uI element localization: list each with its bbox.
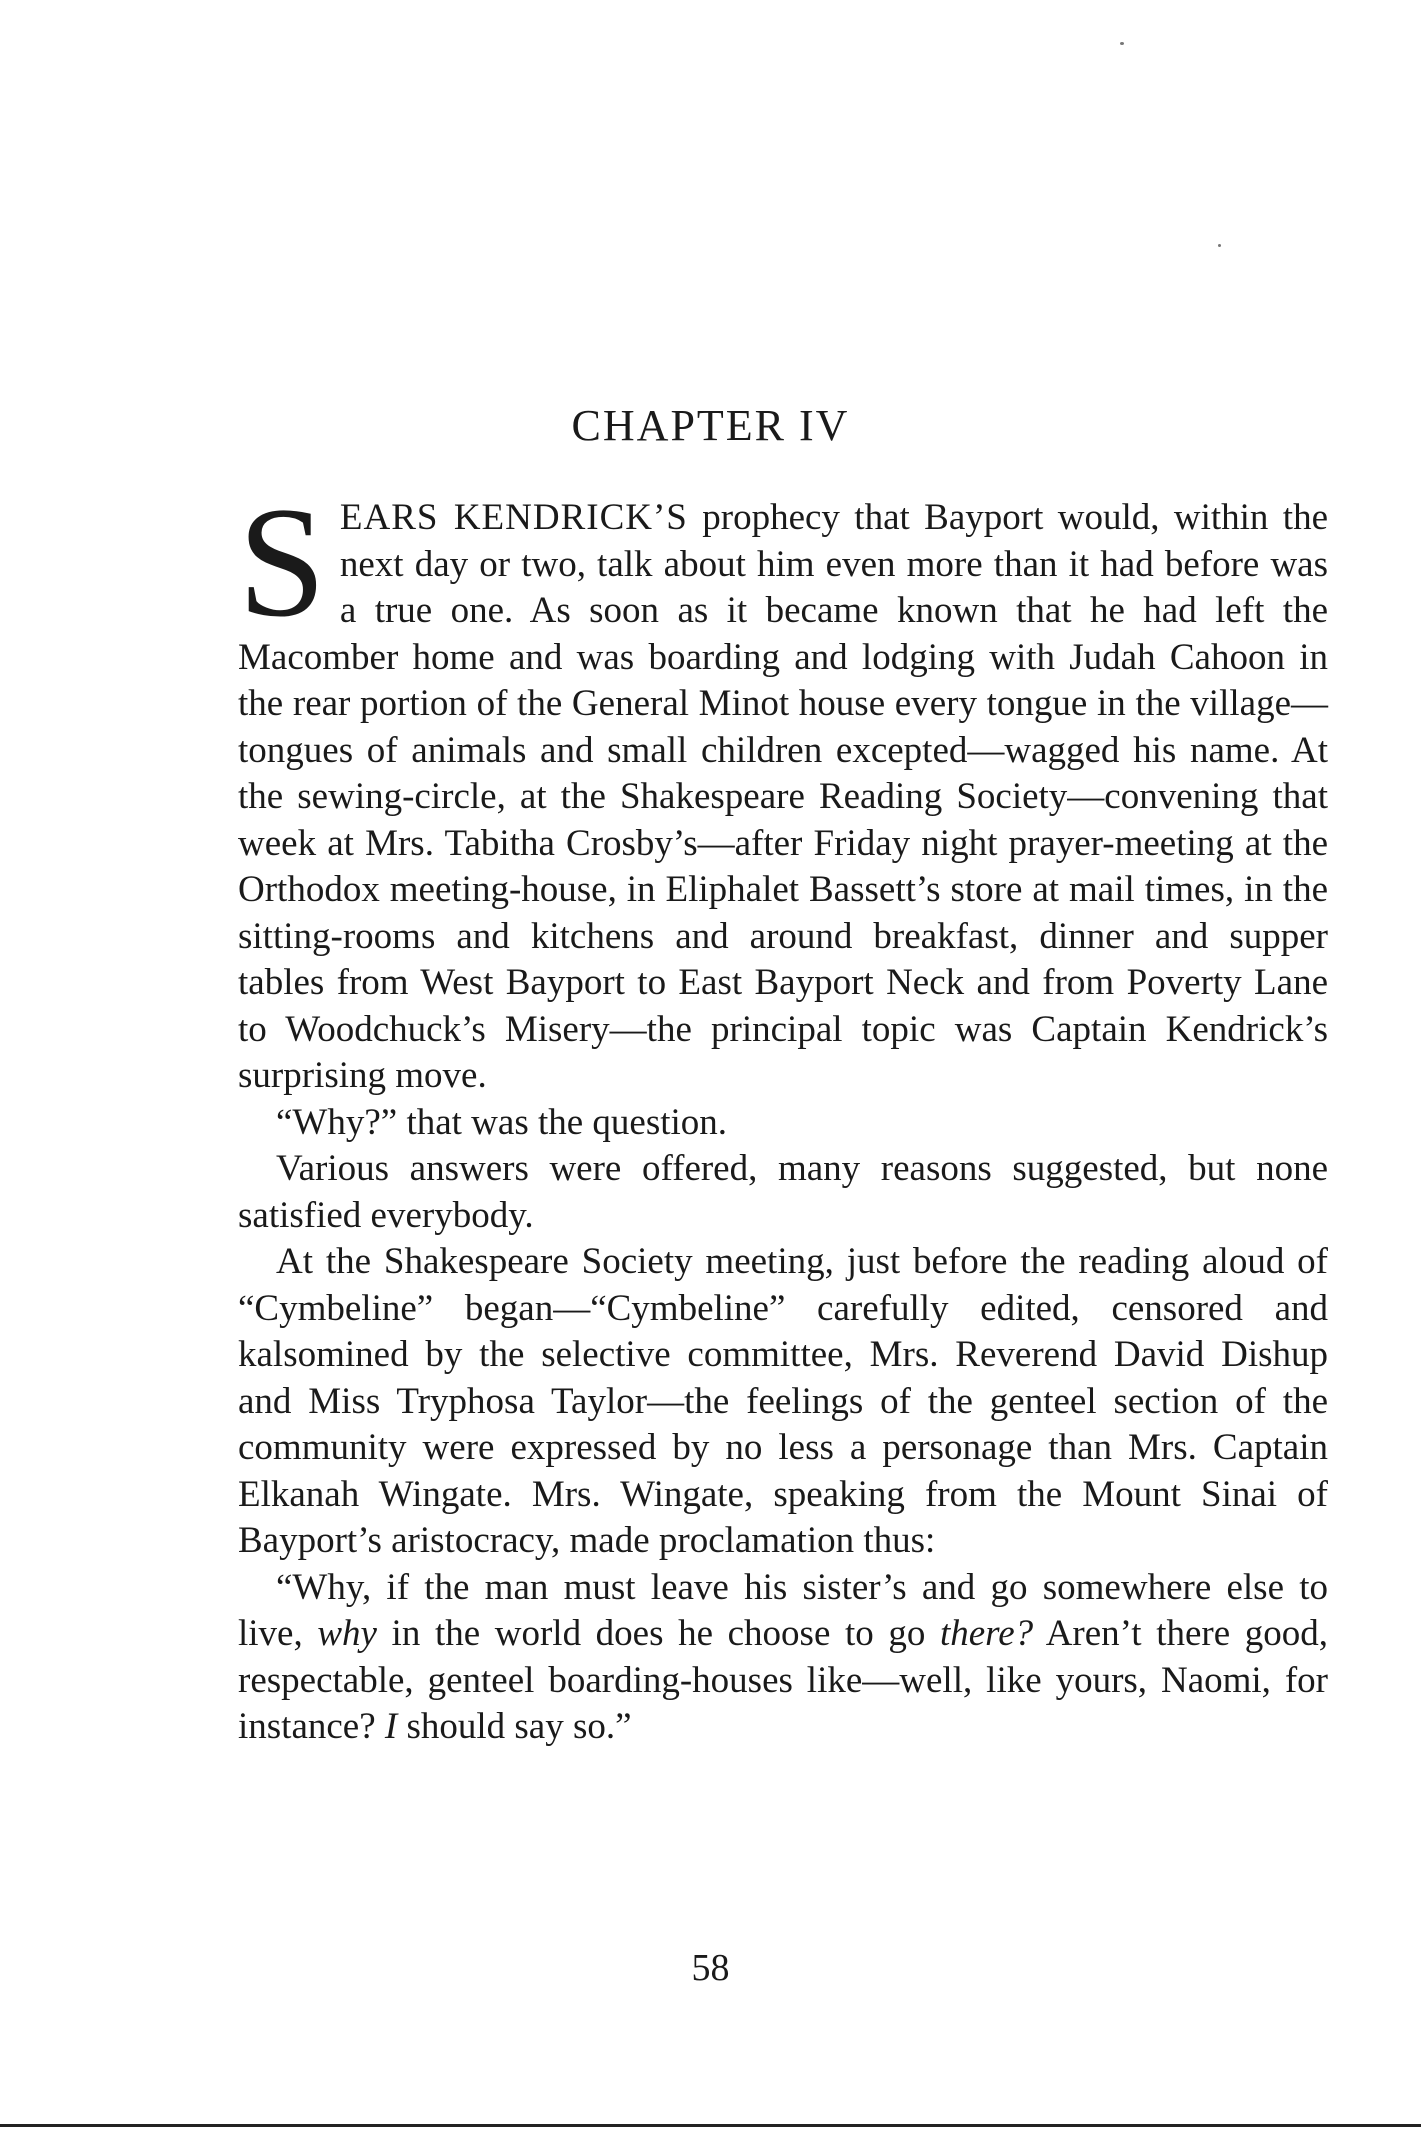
paragraph: Various answers were offered, many reasons suggested, but none satisfied everybody. [238, 1148, 1328, 1236]
quote-text: Aren’t there good, respectable, genteel boarding-houses like—well, like yours, Naomi, for instance? [238, 1613, 1328, 1747]
bottom-edge-rule [0, 2124, 1421, 2127]
opening-text: prophecy that Bayport would, within the next day or two, talk about him even more than it had before was a true one. As soon as it became known that he had left the Macomber home and was boarding and lodging with Judah Cahoon in the rear portion of the General Minot house every tongue in the village—tongues of animals and small children excepted—wagged his name. At the sewing-circle, at the Shakespeare Reading Society—convening that week at Mrs. Tabitha Crosby’s—after Friday night prayer-meeting at the Orthodox meeting-house, in Eliphalet Bassett’s store at mail times, in the sitting-rooms and kitchens and around breakfast, dinner and supper tables from West Bayport to East Bayport Neck and from Poverty Lane to Woodchuck’s Misery—the principal topic was Captain Kendrick’s surprising move. [238, 497, 1328, 1096]
drop-cap: S [238, 475, 326, 650]
emphasis: there? [939, 1613, 1034, 1654]
ink-speck [1218, 244, 1221, 247]
ink-speck [1120, 42, 1124, 45]
paragraph: At the Shakespeare Society meeting, just before the reading aloud of “Cymbeline” began—“Cymbeline” carefully edited, censored and kalsomined by the selective committee, Mrs. Reverend David Dishup and Miss Tryphosa Taylor—the feelings of the genteel section of the community were expressed by no less a personage than Mrs. Captain Elkanah Wingate. Mrs. Wingate, speaking from the Mount Sinai of Bayport’s aristocracy, made proclamation thus: [238, 1241, 1328, 1561]
chapter-title: CHAPTER IV [571, 401, 850, 450]
opening-small-caps: EARS KENDRICK’S [339, 497, 688, 538]
paragraph: “Why?” that was the question. [276, 1101, 728, 1143]
quote-text: in the world does he choose to go [376, 1613, 940, 1654]
page-number: 58 [691, 1947, 730, 1989]
quote-text: “Why, if the man must leave his sister’s and go somewhere else to live, [238, 1566, 1328, 1654]
quote-text: should say so.” [397, 1706, 632, 1747]
opening-paragraph [238, 475, 1328, 1100]
emphasis: why [317, 1613, 377, 1654]
closing-quote-paragraph [238, 1565, 1328, 1751]
emphasis: I [384, 1706, 398, 1747]
chapter-body [238, 475, 1328, 1751]
